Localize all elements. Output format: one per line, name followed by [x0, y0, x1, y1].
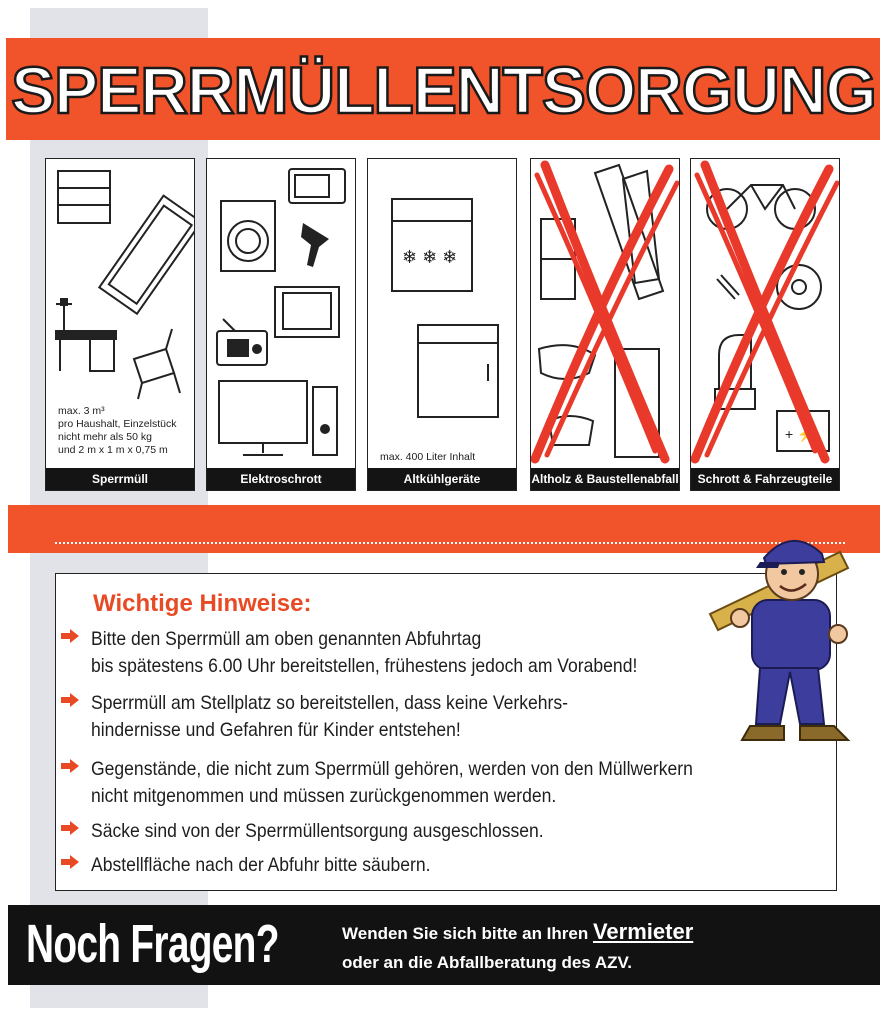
category-label: Elektroschrott [207, 468, 355, 490]
vermieter-emphasis: Vermieter [592, 919, 694, 944]
category-altkuehlgeraete [367, 158, 517, 491]
freezer-icon [368, 159, 516, 459]
svg-text:+ ⚡: + ⚡ [785, 426, 815, 442]
category-label: Altkühlgeräte [368, 468, 516, 490]
cross-icon [531, 159, 679, 469]
arrow-right-icon [61, 759, 79, 773]
category-elektroschrott [206, 158, 356, 491]
category-label: Sperrmüll [46, 468, 194, 490]
worker-mascot-icon [700, 522, 870, 757]
sperrmuell-note: max. 3 m³ pro Haushalt, Einzelstück nicht mehr als 50 kg und 2 m x 1 m x 0,75 m [58, 405, 177, 456]
category-schrott [690, 158, 840, 491]
arrow-right-icon [61, 693, 79, 707]
arrow-right-icon [61, 821, 79, 835]
category-sperrmuell [45, 158, 195, 491]
freezer-note: max. 400 Liter Inhalt [380, 451, 476, 463]
category-label: Schrott & Fahrzeugteile [691, 468, 839, 490]
category-altholz [530, 158, 680, 491]
cross-icon [691, 159, 839, 469]
arrow-right-icon [61, 855, 79, 869]
contact-line-2: oder an die Abfallberatung des AZV. [342, 953, 632, 972]
contact-line-1: Wenden Sie sich bitte an Ihren Vermieter [342, 919, 694, 944]
page-title: SPERRMÜLLENTSORGUNG [11, 53, 876, 127]
hinweise-box: Wichtige Hinweise: Bitte den Sperrmüll am oben genannten Abfuhrtag bis spätestens 6.00 Uhr bereitstellen, frühestens jedoch am Vorabend! Sperrmüll am Stellplatz so bereitstellen, dass keine Verkehrs- hindernisse und Gefahren für Kinder entstehen! Gegenstände, die nicht zum Sperrmüll gehören, werden von den Müllwerkern nicht mitgenommen und müssen zurückgenommen werden. Säcke sind von der Sperrmüllentsorgung ausgeschlossen. Abstellfläche nach der Abfuhr bitte säubern. [55, 573, 837, 891]
category-label: Altholz & Baustellenabfall [531, 468, 679, 490]
questions-heading: Noch Fragen? [26, 914, 279, 974]
electronics-icon [207, 159, 355, 469]
svg-text:❄ ❄ ❄: ❄ ❄ ❄ [402, 247, 458, 267]
arrow-right-icon [61, 629, 79, 643]
hinweise-title: Wichtige Hinweise: [93, 590, 312, 617]
footer-bar [8, 905, 880, 985]
